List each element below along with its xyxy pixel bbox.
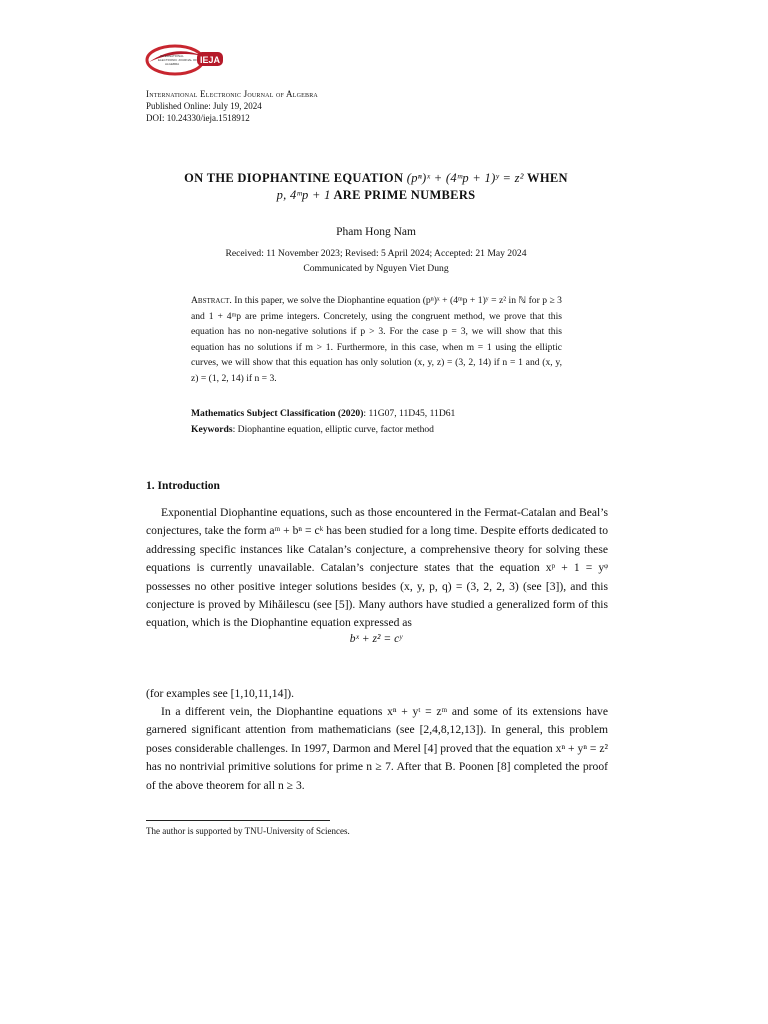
logo-text: IEJA — [200, 55, 221, 65]
msc-value: : 11G07, 11D45, 11D61 — [363, 408, 456, 419]
logo-small-text: INTERNATIONAL — [160, 54, 184, 58]
footnote-rule — [146, 820, 330, 821]
title-part2: WHEN — [527, 171, 568, 185]
doi: DOI: 10.24330/ieja.1518912 — [146, 113, 250, 123]
journal-info — [146, 88, 318, 124]
svg-text:ELECTRONIC JOURNAL OF: ELECTRONIC JOURNAL OF — [158, 58, 198, 62]
title-equation: (pⁿ)ˣ + (4ᵐp + 1)ʸ = z² — [406, 171, 524, 185]
keywords-line — [191, 422, 571, 438]
communicated-by: Communicated by Nguyen Viet Dung — [303, 263, 449, 274]
keywords-value: : Diophantine equation, elliptic curve, factor method — [232, 424, 434, 435]
received-dates: Received: 11 November 2023; Revised: 5 April 2024; Accepted: 21 May 2024 — [225, 248, 527, 259]
paragraph-2: (for examples see [1,10,11,14]). — [146, 687, 294, 700]
paragraph-1: Exponential Diophantine equations, such as those encountered in the Fermat-Catalan and Beal’s conjectures, take the form aᵐ + bⁿ = cᵏ has been studied for a long time. Despite efforts dedicated to addressing specific instances like Catalan’s conjecture, a comprehensive theory for solving these equations is currently unavailable. Catalan’s conjecture states that the equation xᵖ + 1 = yᵠ possesses no other positive integer solutions besides (x, y, p, q) = (3, 2, 2, 3) (see [3]), and this conjecture is proved by Mihăilescu (see [5]). Many authors have studied a generalized form of this equation, which is the Diophantine equation expressed as — [146, 506, 608, 630]
dates-block — [0, 246, 752, 276]
abstract — [191, 293, 562, 387]
paragraph-3: In a different vein, the Diophantine equations xⁿ + yᵗ = zᵐ and some of its extensions have garnered significant attention from mathematicians (see [2,4,8,12,13]). In general, this problem poses considerable challenges. In 1997, Darmon and Merel [4] proved that the equation xⁿ + yⁿ = z² has no nontrivial primitive solutions for prime n ≥ 7. After that B. Poonen [8] completed the proof of the above theorem for all n ≥ 3. — [146, 705, 608, 792]
author-name: Pham Hong Nam — [336, 226, 416, 238]
msc-label: Mathematics Subject Classification (2020) — [191, 408, 364, 419]
title-primes: p, 4ᵐp + 1 — [276, 188, 331, 202]
title-part3: ARE PRIME NUMBERS — [333, 188, 476, 202]
published-date: Published Online: July 19, 2024 — [146, 101, 262, 111]
journal-name: International Electronic Journal of Algebra — [146, 89, 318, 99]
abstract-text: In this paper, we solve the Diophantine equation (pⁿ)ˣ + (4ᵐp + 1)ʸ = z² in ℕ for p ≥ 3 and 1 + 4ᵐp are prime integers. Concretely, using the congruent method, we prove that this equation has no non-negative solutions if p > 3. For the case p = 3, we will show that this equation has no solutions if m > 1. Furthermore, in this case, when m = 1 using the elliptic curves, we will show that this equation has only solution (x, y, z) = (3, 2, 14) if n = 1 and (x, y, z) = (1, 2, 14) if n = 3. — [191, 295, 562, 384]
journal-logo — [145, 40, 235, 80]
svg-text:ALGEBRA: ALGEBRA — [165, 62, 180, 66]
paper-title — [130, 170, 622, 204]
display-equation: bˣ + z² = cʸ — [349, 632, 403, 645]
msc-line — [191, 406, 571, 422]
footnote: The author is supported by TNU-University of Sciences. — [146, 826, 350, 836]
keywords-label: Keywords — [191, 424, 233, 435]
abstract-label: Abstract. — [191, 295, 232, 306]
section-heading: 1. Introduction — [146, 480, 220, 492]
title-part1: ON THE DIOPHANTINE EQUATION — [184, 171, 404, 185]
classification-block — [191, 406, 571, 438]
